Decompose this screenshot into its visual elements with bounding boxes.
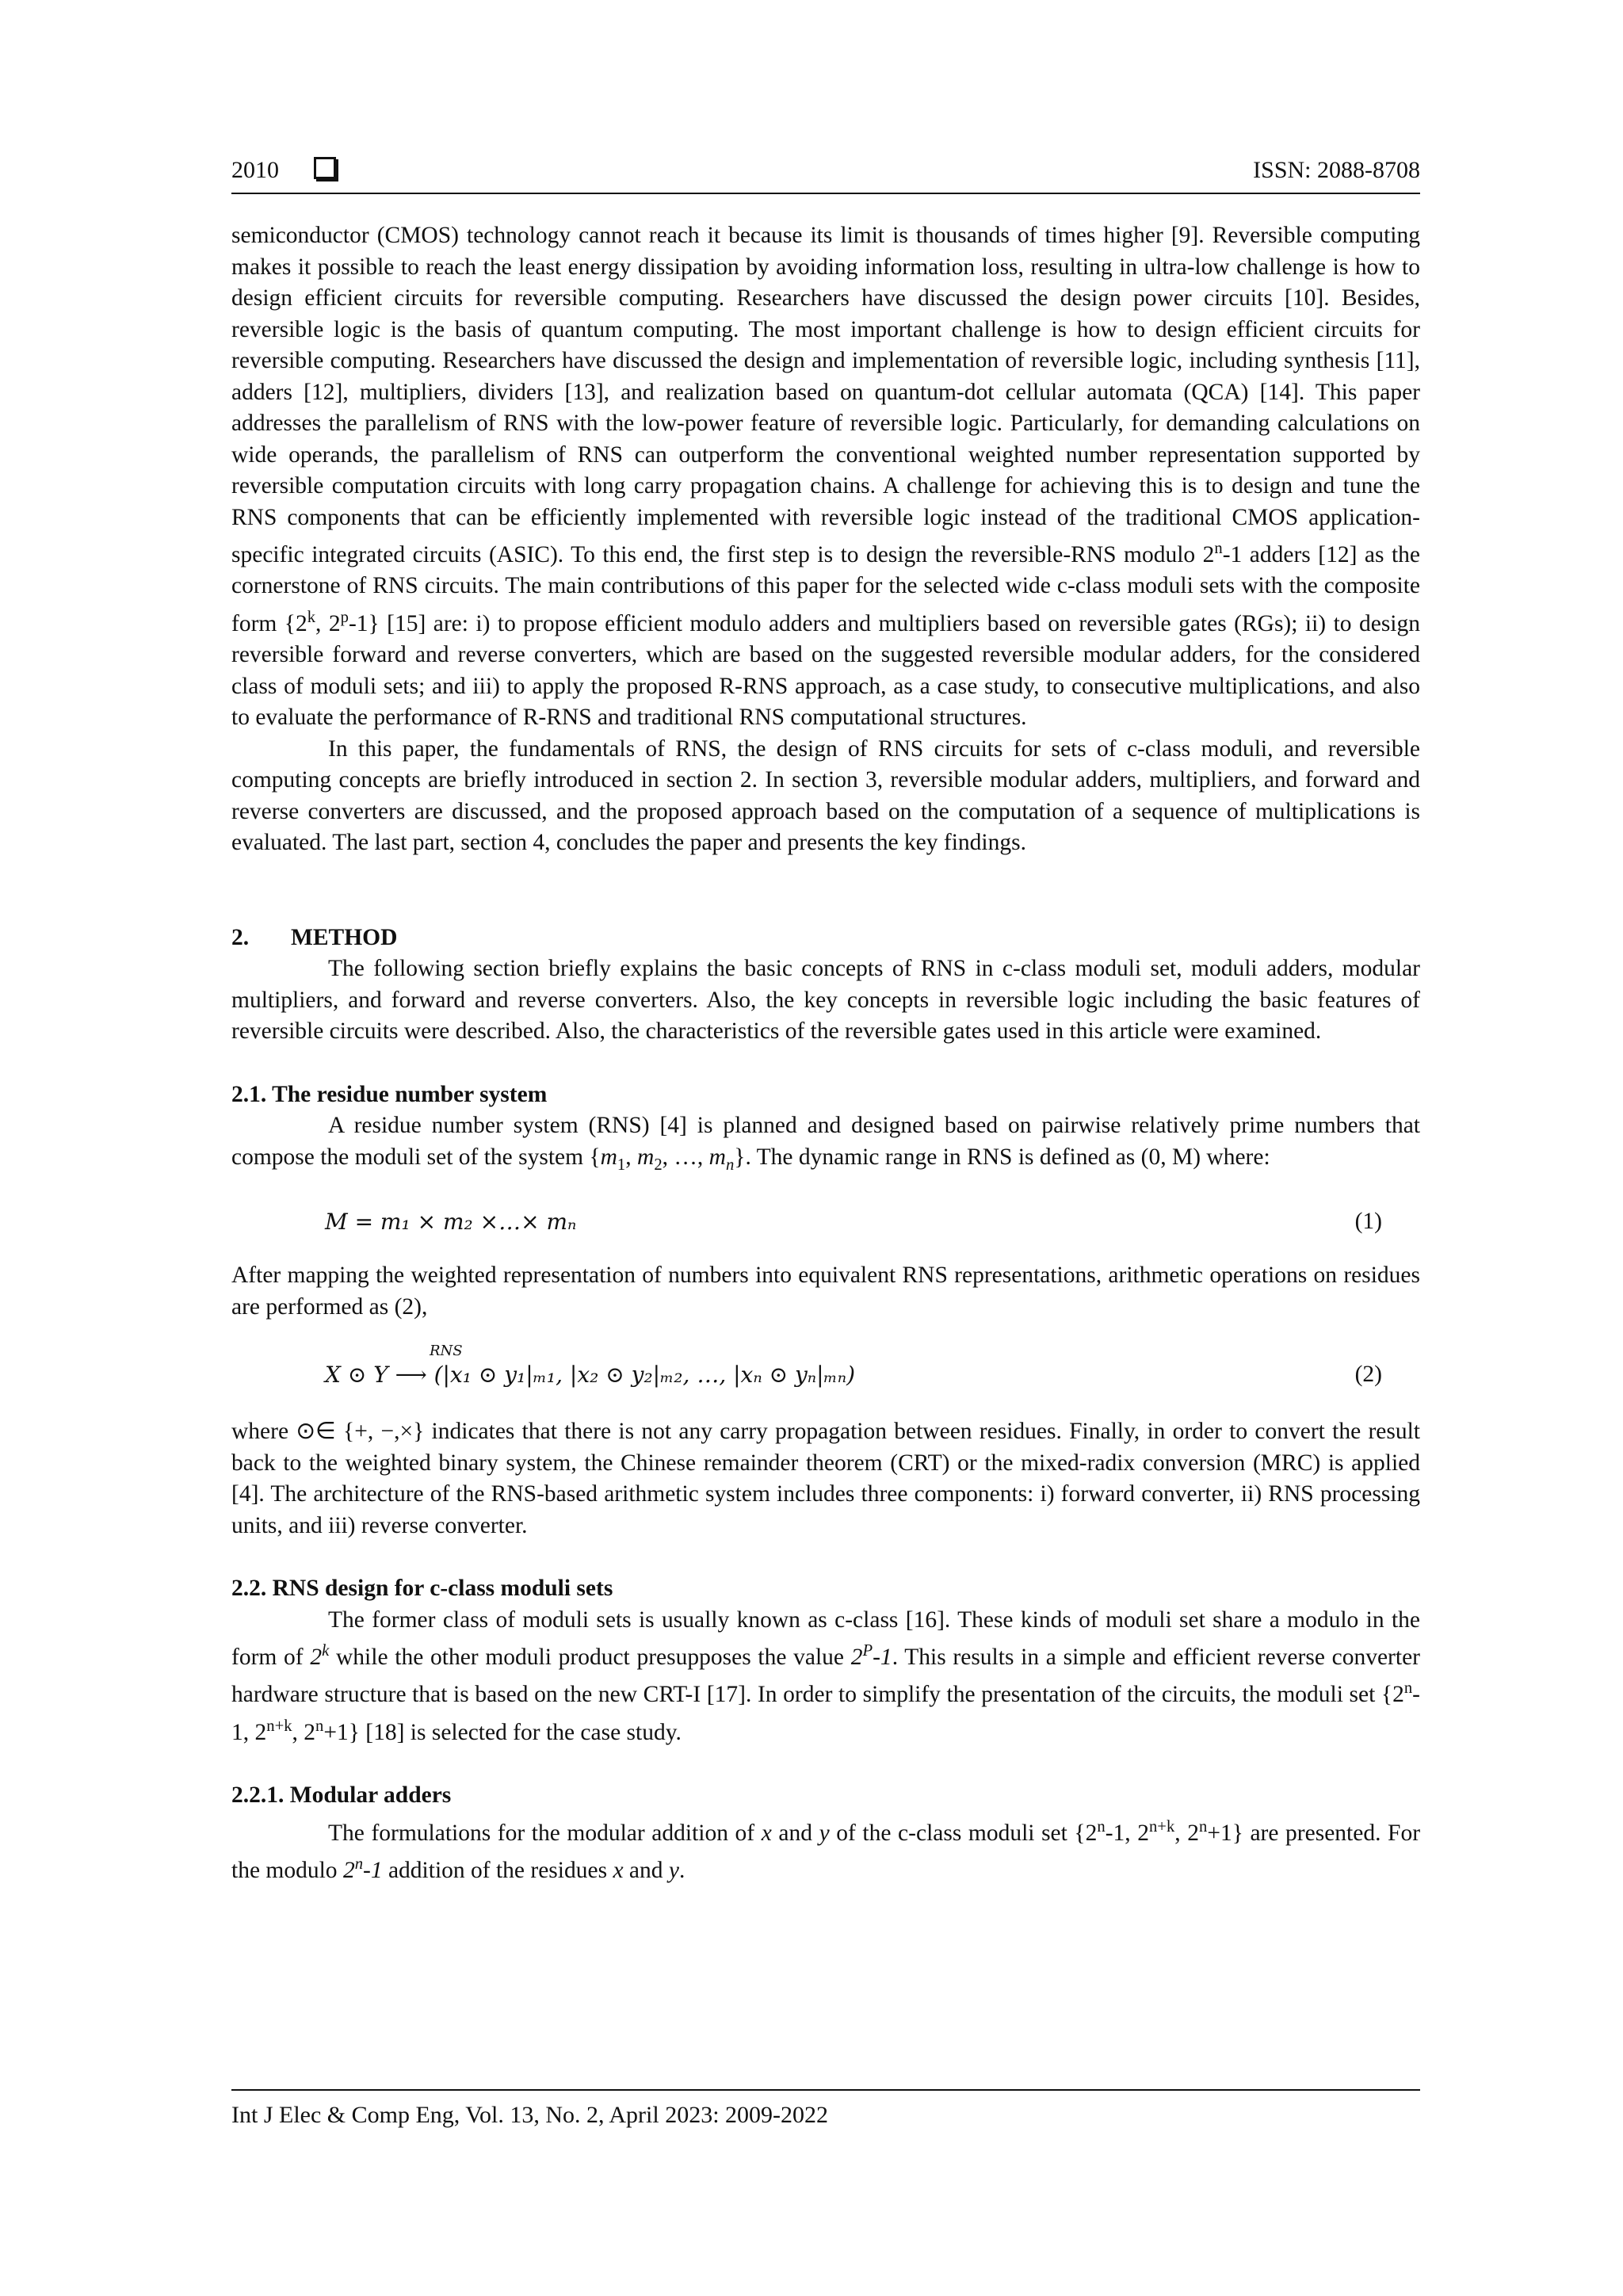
equation-2 <box>231 1340 1420 1396</box>
mapping-paragraph: After mapping the weighted representation of numbers into equivalent RNS representations, arithmetic operations on residues are performed as (2), <box>231 1263 1420 1320</box>
subsection-heading-2-2: 2.2. RNS design for c-class moduli sets <box>231 1576 613 1602</box>
footer-rule <box>231 2089 1420 2091</box>
equation-2-expression: X ⊙ Y ⟶ (|x₁ ⊙ y₁|ₘ₁, |x₂ ⊙ y₂|ₘ₂, …, |xₙ ⊙ yₙ|ₘₙ) <box>325 1362 855 1389</box>
equation-2-number: (2) <box>1354 1362 1382 1388</box>
equation-1-number: (1) <box>1354 1209 1382 1235</box>
modular-adders-paragraph: The formulations for the modular addition of x and y of the c-class moduli set {2$^n$-1, $2^{n+k}$, $2^n+1$} are presented. For the modulo 2$^n$-1 addition of the residues x and y. <box>231 1817 1421 1883</box>
c-class-paragraph: The former class of moduli sets is usually known as c-class [16]. These kinds of moduli set share a modulo in the form of 2$^k$ while the other moduli product presupposes the value $2^P-1$. This results in a simple and efficient reverse converter hardware structure that is based on the new CRT-I [17]. In order to simplify the presentation of the circuits, the moduli set {2$^n$-1, $2^{n+k}$, $2^n+1$} [18] is selected for the case study. <box>231 1606 1420 1745</box>
issn-header: ISSN: 2088-8708 <box>1253 157 1420 183</box>
box-icon <box>314 157 336 179</box>
equation-1 <box>231 1201 1420 1240</box>
method-paragraph: The following section briefly explains the basic concepts of RNS in c-class moduli set, moduli adders, modular multipliers, and forward and reverse converters. Also, the key concepts in reversible logic including the basic features of reversible circuits were described. Also, the characteristics of the reversible gates used in this article were examined. <box>231 956 1420 1045</box>
intro-paragraph-1: semiconductor (CMOS) technology cannot reach it because its limit is thousands of times higher [9]. Reversible computing makes it possible to reach the least energy dissipation by avoiding information loss, resulting in ultra-low challenge is how to design efficient circuits for reversible computing. Researchers have discussed the design power circuits [10]. Besides, reversible logic is the basis of quantum computing. The most important challenge is how to design efficient circuits for reversible computing. Researchers have discussed the design and implementation of reversible logic, including synthesis [11], adders [12], multipliers, dividers [13], and realization based on quantum-dot cellular automata (QCA) [14]. This paper addresses the parallelism of RNS with the low-power feature of reversible logic. Particularly, for demanding calculations on wide operands, the parallelism of RNS can outperform the conventional weighted number representation supported by reversible computation circuits with long carry propagation chains. A challenge for achieving this is to design and tune the RNS components that can be efficiently implemented with reversible logic instead of the traditional CMOS application-specific integrated circuits (ASIC). To this end, the first step is to design the reversible-RNS modulo 2$^n$-1 adders [12] as the cornerstone of RNS circuits. The main contributions of this paper for the selected wide c-class moduli sets with the composite form {2$^k$, 2$^p$-1} [15] are: i) to propose efficient modulo adders and multipliers based on reversible gates (RGs); ii) to design reversible forward and reverse converters, which are based on the suggested reversible modular adders, for the considered class of moduli sets; and iii) to apply the proposed R-RNS approach, as a case study, to consecutive multiplications, and also to evaluate the performance of R-RNS and traditional RNS computational structures. <box>231 223 1420 731</box>
equation-1-expression: M = m₁ × m₂ ×…× mₙ <box>325 1209 577 1236</box>
carry-paragraph: where ⊙∈ {+, −,×} indicates that there is not any carry propagation between residues. Finally, in order to convert the result back to the weighted binary system, the Chinese remainder theorem (CRT) or the mixed-radix conversion (MRC) is applied [4]. The architecture of the RNS-based arithmetic system includes three components: i) forward converter, ii) RNS processing units, and iii) reverse converter. <box>231 1419 1420 1538</box>
rns-paragraph: A residue number system (RNS) [4] is planned and designed based on pairwise relatively prime numbers that compose the moduli set of the system {$m_1$, $m_2$, …, $m_n$}. The dynamic range in RNS is defined as (0, M) where: <box>231 1113 1420 1174</box>
footer-citation: Int J Elec & Comp Eng, Vol. 13, No. 2, April 2023: 2009-2022 <box>231 2102 829 2128</box>
paper-body <box>231 220 1420 1886</box>
section-heading-method: 2. METHOD <box>231 924 398 950</box>
intro-paragraph-2: In this paper, the fundamentals of RNS, the design of RNS circuits for sets of c-class moduli, and reversible computing concepts are briefly introduced in section 2. In section 3, reversible modular adders, multipliers, and forward and reverse converters are discussed, and the proposed approach based on the computation of a sequence of multiplications is evaluated. The last part, section 4, concludes the paper and presents the key findings. <box>231 735 1420 856</box>
subsection-heading-2-2-1: 2.2.1. Modular adders <box>231 1782 452 1809</box>
page-number: 2010 <box>231 157 279 183</box>
header-rule <box>231 193 1420 194</box>
page-header-left <box>231 157 336 184</box>
subsection-heading-2-1: 2.1. The residue number system <box>231 1081 548 1107</box>
equation-2-arrow-label: RNS <box>430 1343 463 1360</box>
